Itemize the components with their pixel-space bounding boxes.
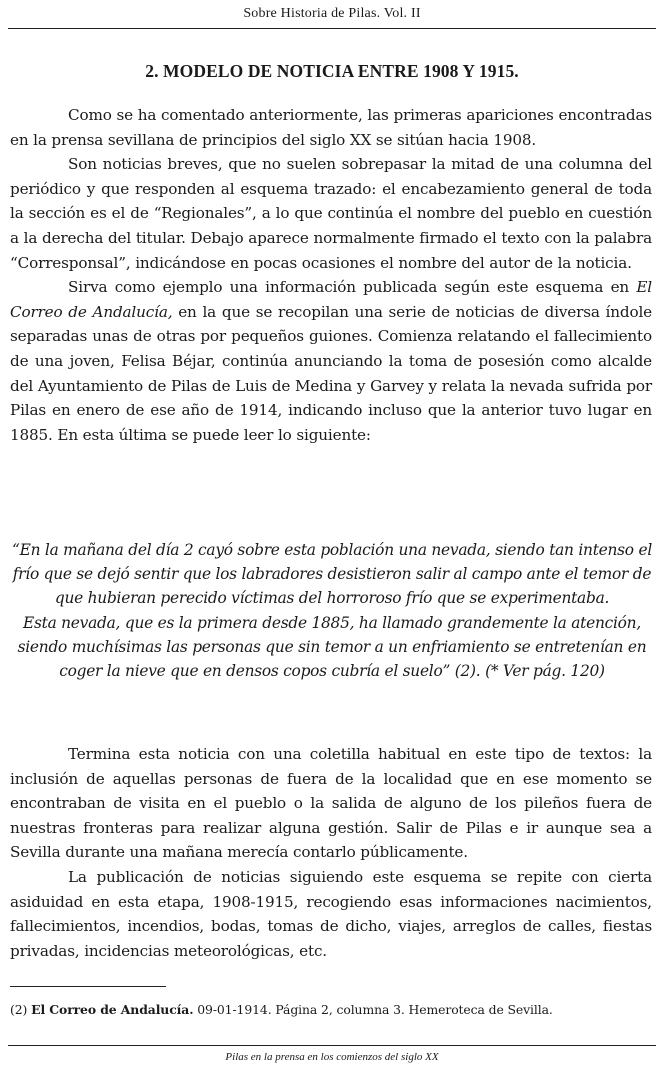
quote-paragraph-1: “En la mañana del día 2 cayó sobre esta población una nevada, siendo tan intenso el frío que se dejó sentir que los labradores desistieron salir al campo ante el temor de que hubieran perecido víctimas del horroroso frío que se experimentaba. — [12, 541, 652, 608]
newspaper-title: El Correo de Andalucía, — [10, 278, 652, 321]
quote-paragraph-2: Esta nevada, que es la primera desde 1885, ha llamado grandemente la atención, siendo muchísimas las personas que sin temor a un enfriamiento se entretenían en coger la nieve que en densos copos cubría el suelo” (2). (* Ver pág. 120) — [17, 613, 647, 681]
paragraph-5: La publicación de noticias siguiendo este esquema se repite con cierta asiduidad en esta etapa, 1908-1915, recogiendo esas informaciones nacimientos, fallecimientos, incendios, bodas, tomas de dicho, viajes, arreglos de calles, fiestas privadas, incidencias meteorológicas, etc. — [10, 867, 652, 960]
paragraph-1: Como se ha comentado anteriormente, las primeras apariciones encontradas en la prensa sevillana de principios del siglo XX se sitúan hacia 1908. — [10, 106, 652, 149]
footnote — [10, 1002, 553, 1017]
paragraph-3-lead: Sirva como ejemplo una información publicada según este esquema en — [68, 278, 637, 297]
body-text-lower — [10, 742, 652, 963]
footnote-divider — [10, 986, 166, 987]
paragraph-3 — [10, 275, 652, 447]
section-title: 2. MODELO DE NOTICIA ENTRE 1908 Y 1915. — [145, 61, 519, 81]
footer-divider — [8, 1045, 656, 1046]
paragraph-4: Termina esta noticia con una coletilla habitual en este tipo de textos: la inclusión de aquellas personas de fuera de la localidad que en ese momento se encontraban de visita en el pueblo o la salida de alguno de los pileños fuera de nuestras fronteras para realizar alguna gestión. Salir de Pilas e ir aunque sea a Sevilla durante una mañana merecía contarlo públicamente. — [10, 745, 652, 862]
block-quote — [12, 538, 652, 683]
footnote-detail: 09-01-1914. Página 2, columna 3. Hemeroteca de Sevilla. — [197, 1002, 553, 1017]
paragraph-2: Son noticias breves, que no suelen sobrepasar la mitad de una columna del periódico y que responden al esquema trazado: el encabezamiento general de toda la sección es el de “Regionales”, a lo que continúa el nombre del pueblo en cuestión a la derecha del titular. Debajo aparece normalmente firmado el texto con la palabra “Corresponsal”, indicándose en pocas ocasiones el nombre del autor de la noticia. — [10, 155, 652, 272]
header-divider — [8, 28, 656, 29]
running-header: Sobre Historia de Pilas. Vol. II — [243, 6, 421, 21]
body-text-upper — [10, 103, 652, 447]
running-footer: Pilas en la prensa en los comienzos del siglo XX — [225, 1051, 439, 1063]
footnote-marker: (2) — [10, 1002, 28, 1017]
paragraph-3-rest: en la que se recopilan una serie de noticias de diversa índole separadas unas de otras por pequeños guiones. Comienza relatando el fallecimiento de una joven, Felisa Béjar, continúa anunciando la toma de posesión como alcalde del Ayuntamiento de Pilas de Luis de Medina y Garvey y relata la nevada sufrida por Pilas en enero de ese año de 1914, indicando incluso que la anterior tuvo lugar en 1885. En esta última se puede leer lo siguiente: — [10, 302, 652, 444]
footnote-source: El Correo de Andalucía. — [31, 1002, 194, 1017]
